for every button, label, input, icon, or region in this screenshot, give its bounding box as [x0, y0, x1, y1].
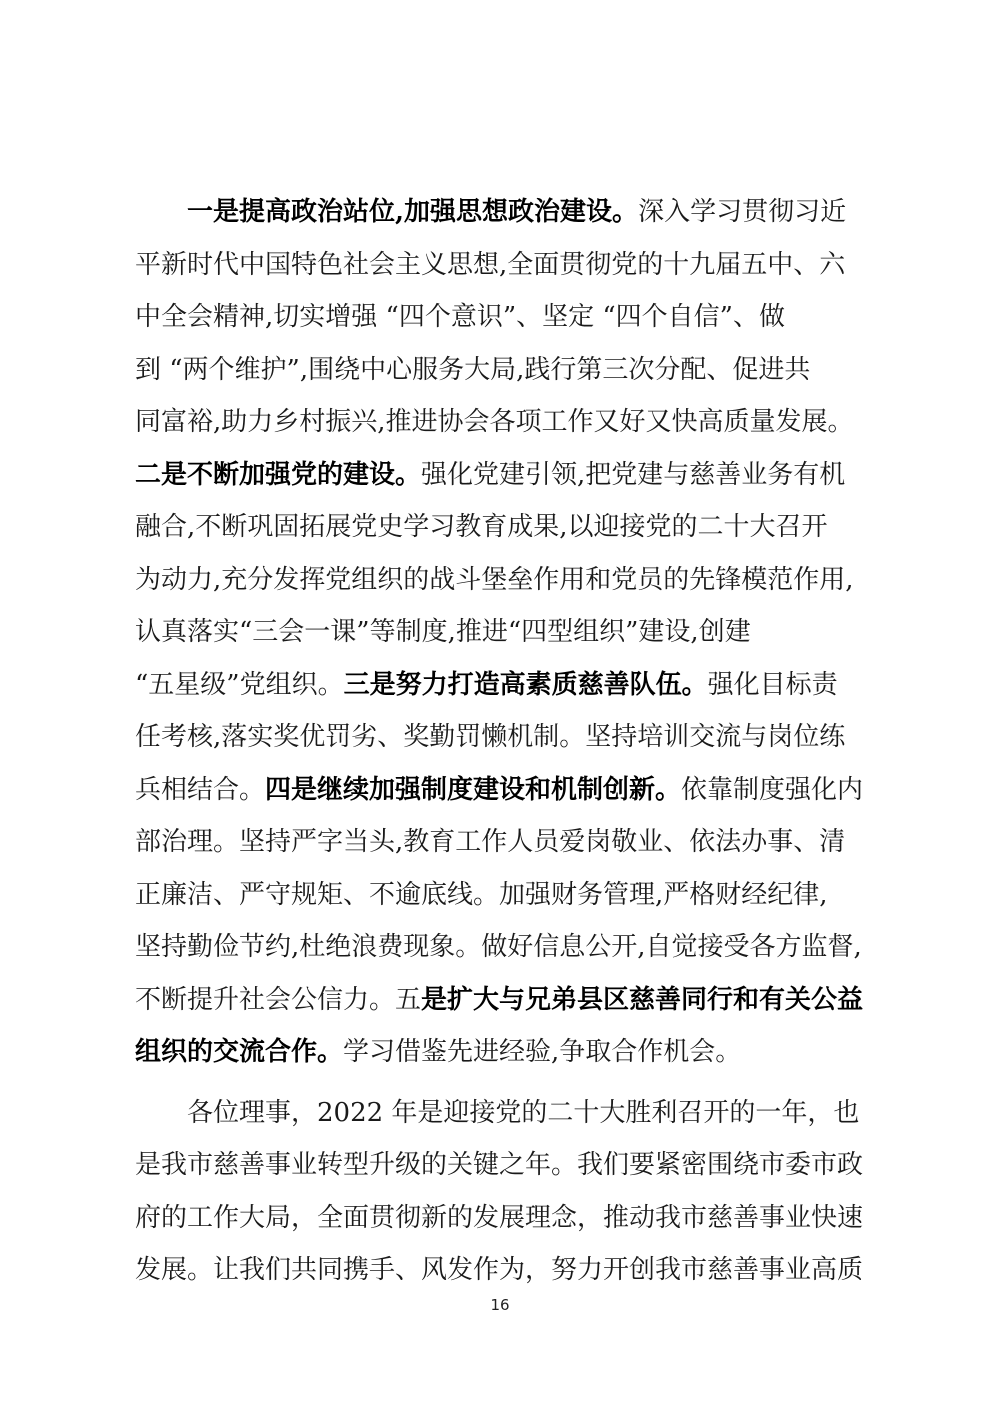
text-line: [135, 816, 877, 869]
text-run: 中全会精神,切实增强 “四个意识”、坚定 “四个自信”、做: [135, 302, 785, 332]
text-run: 是我市慈善事业转型升级的关键之年。我们要紧密围绕市委市政: [135, 1150, 864, 1180]
text-run: 兵相结合。: [135, 774, 266, 805]
text-run-bold: 一是提高政治站位,加强思想政治建设。: [135, 197, 639, 227]
text-line: [135, 1026, 877, 1079]
text-line: [135, 711, 877, 764]
text-line: [135, 396, 877, 449]
text-run: 部治理。坚持严字当头,教育工作人员爱岗敬业、依法办事、清: [135, 827, 846, 857]
text-run: 依靠制度强化内: [681, 774, 864, 805]
text-run: 平新时代中国特色社会主义思想,全面贯彻党的十九届五中、六: [135, 249, 846, 280]
text-run: 发展。让我们共同携手、风发作为，努力开创我市慈善事业高质: [135, 1255, 864, 1285]
text-run: 任考核,落实奖优罚劣、奖勤罚懒机制。坚持培训交流与岗位练: [135, 722, 846, 752]
text-run: 强化目标责: [707, 669, 838, 700]
page-number: 16: [490, 1296, 510, 1314]
text-run: “五星级”党组织。: [135, 669, 344, 700]
text-line: [135, 764, 877, 817]
text-run-bold: 四是继续加强制度建设和机制创新。: [265, 774, 682, 805]
text-line: [135, 344, 877, 397]
text-run: 同富裕,助力乡村振兴,推进协会各项工作又好又快高质量发展。: [135, 407, 854, 437]
text-line: [135, 1192, 877, 1245]
text-line: [135, 921, 877, 974]
text-run: 认真落实“三会一课”等制度,推进“四型组织”建设,创建: [135, 617, 751, 647]
text-line: [135, 974, 877, 1027]
text-line: [135, 291, 877, 344]
text-line: [135, 869, 877, 922]
text-line: [135, 554, 877, 607]
text-run-bold: 三是努力打造高素质慈善队伍。: [343, 669, 708, 700]
text-run: 深入学习贯彻习近: [638, 197, 847, 227]
body-text: [135, 186, 877, 1297]
text-run: 坚持勤俭节约,杜绝浪费现象。做好信息公开,自觉接受各方监督,: [135, 932, 862, 962]
text-line: [135, 1087, 877, 1140]
text-run: 融合,不断巩固拓展党史学习教育成果,以迎接党的二十大召开: [135, 512, 828, 542]
text-run: 为动力,充分发挥党组织的战斗堡垒作用和党员的先锋模范作用,: [135, 564, 854, 595]
text-line: [135, 1139, 877, 1192]
text-line: [135, 606, 877, 659]
text-run: 学习借鉴先进经验,争取合作机会。: [343, 1037, 742, 1067]
text-line: [135, 449, 877, 502]
text-run: 正廉洁、严守规矩、不逾底线。加强财务管理,严格财经纪律,: [135, 879, 828, 910]
text-line: [135, 1244, 877, 1297]
text-run: 强化党建引领,把党建与慈善业务有机: [421, 459, 846, 490]
text-run: 不断提升社会公信力。五: [135, 984, 422, 1015]
text-run-bold: 二是不断加强党的建设。: [135, 459, 422, 490]
text-line: [135, 501, 877, 554]
text-run: 到 “两个维护”,围绕中心服务大局,践行第三次分配、促进共: [135, 354, 811, 385]
text-run: 府的工作大局，全面贯彻新的发展理念，推动我市慈善事业快速: [135, 1202, 864, 1233]
text-line: [135, 659, 877, 712]
text-run-bold: 是扩大与兄弟县区慈善同行和有关公益: [421, 984, 864, 1015]
text-line: [135, 186, 877, 239]
text-run: 各位理事，2022 年是迎接党的二十大胜利召开的一年，也: [135, 1097, 860, 1128]
text-line: [135, 239, 877, 292]
text-run-bold: 组织的交流合作。: [135, 1037, 344, 1067]
